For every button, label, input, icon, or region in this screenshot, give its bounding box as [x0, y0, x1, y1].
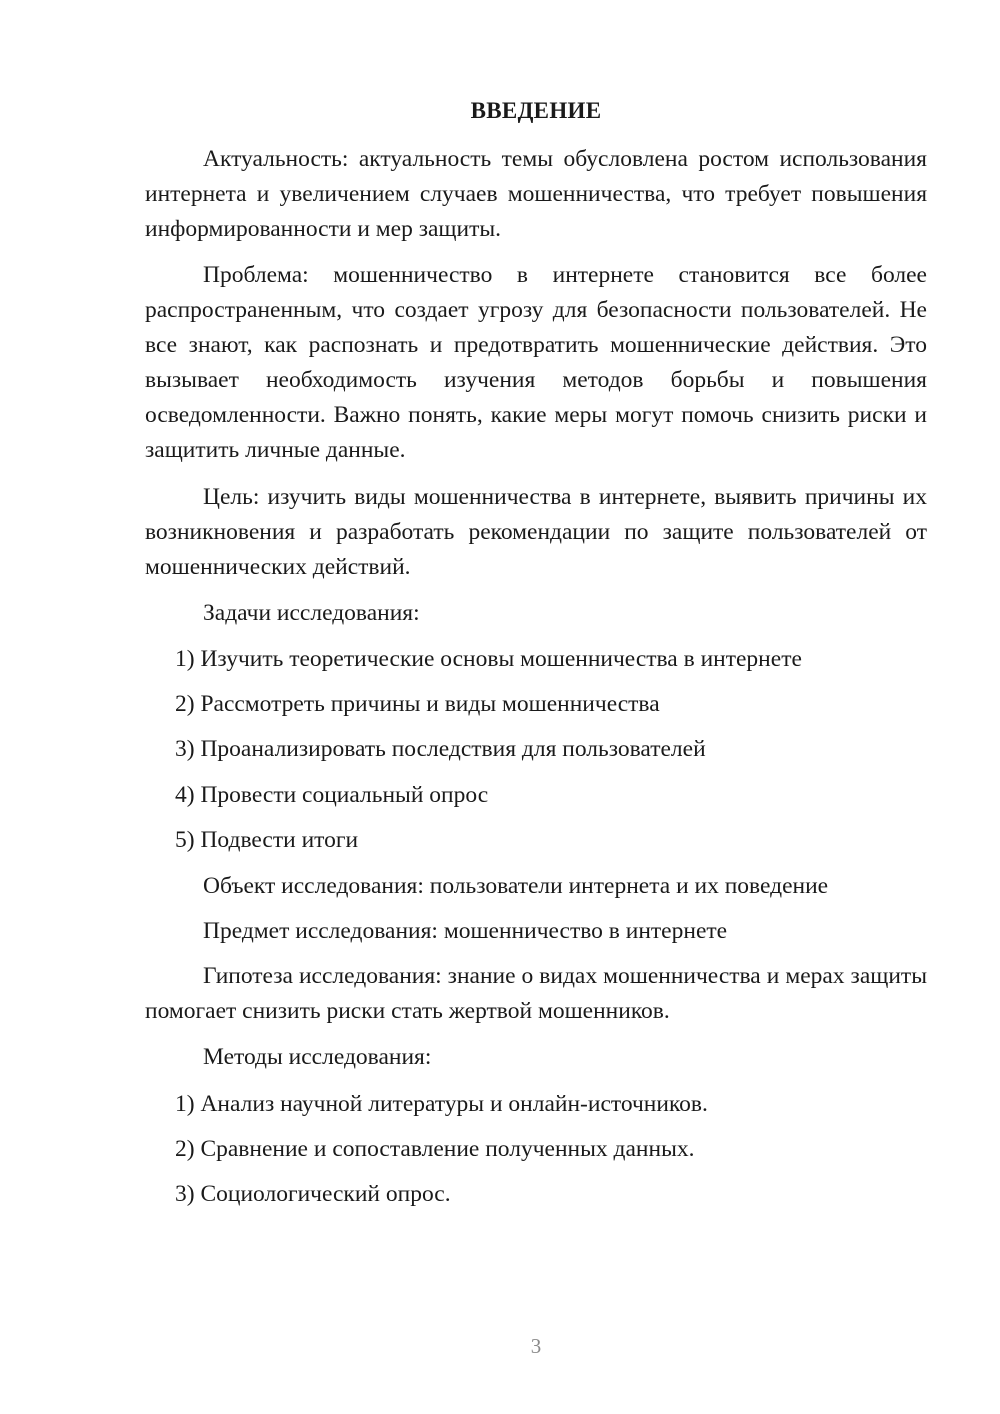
task-item: 1) Изучить теоретические основы мошенничества в интернете [175, 646, 802, 672]
section-title: ВВЕДЕНИЕ [470, 98, 602, 123]
task-item: 5) Подвести итоги [175, 827, 359, 853]
task-item: 2) Рассмотреть причины и виды мошенничества [175, 691, 660, 717]
research-object: Объект исследования: пользователи интернета и их поведение [203, 873, 829, 899]
page-number: 3 [530, 1334, 542, 1358]
method-item: 1) Анализ научной литературы и онлайн-источников. [175, 1091, 708, 1117]
task-item: 3) Проанализировать последствия для пользователей [175, 736, 706, 762]
methods-heading: Методы исследования: [203, 1044, 432, 1070]
method-item: 2) Сравнение и сопоставление полученных данных. [175, 1136, 695, 1162]
paragraph-goal: Цель: изучить виды мошенничества в интернете, выявить причины их возникновения и разработать рекомендации по защите пользователей от мошеннических действий. [145, 484, 927, 580]
task-item: 4) Провести социальный опрос [175, 782, 489, 808]
paragraph-hypothesis: Гипотеза исследования: знание о видах мошенничества и мерах защиты помогает снизить риски стать жертвой мошенников. [145, 963, 927, 1024]
tasks-heading: Задачи исследования: [203, 600, 420, 626]
research-subject: Предмет исследования: мошенничество в интернете [203, 918, 728, 944]
paragraph-relevance: Актуальность: актуальность темы обусловлена ростом использования интернета и увеличением случаев мошенничества, что требует повышения информированности и мер защиты. [145, 146, 927, 242]
method-item: 3) Социологический опрос. [175, 1181, 451, 1207]
paragraph-problem: Проблема: мошенничество в интернете становится все более распространенным, что создает угрозу для безопасности пользователей. Не все знают, как распознать и предотвратить мошеннические действия. Это вызывает необходимость изучения методов борьбы и повышения осведомленности. Важно понять, какие меры могут помочь снизить риски и защитить личные данные. [145, 262, 927, 463]
